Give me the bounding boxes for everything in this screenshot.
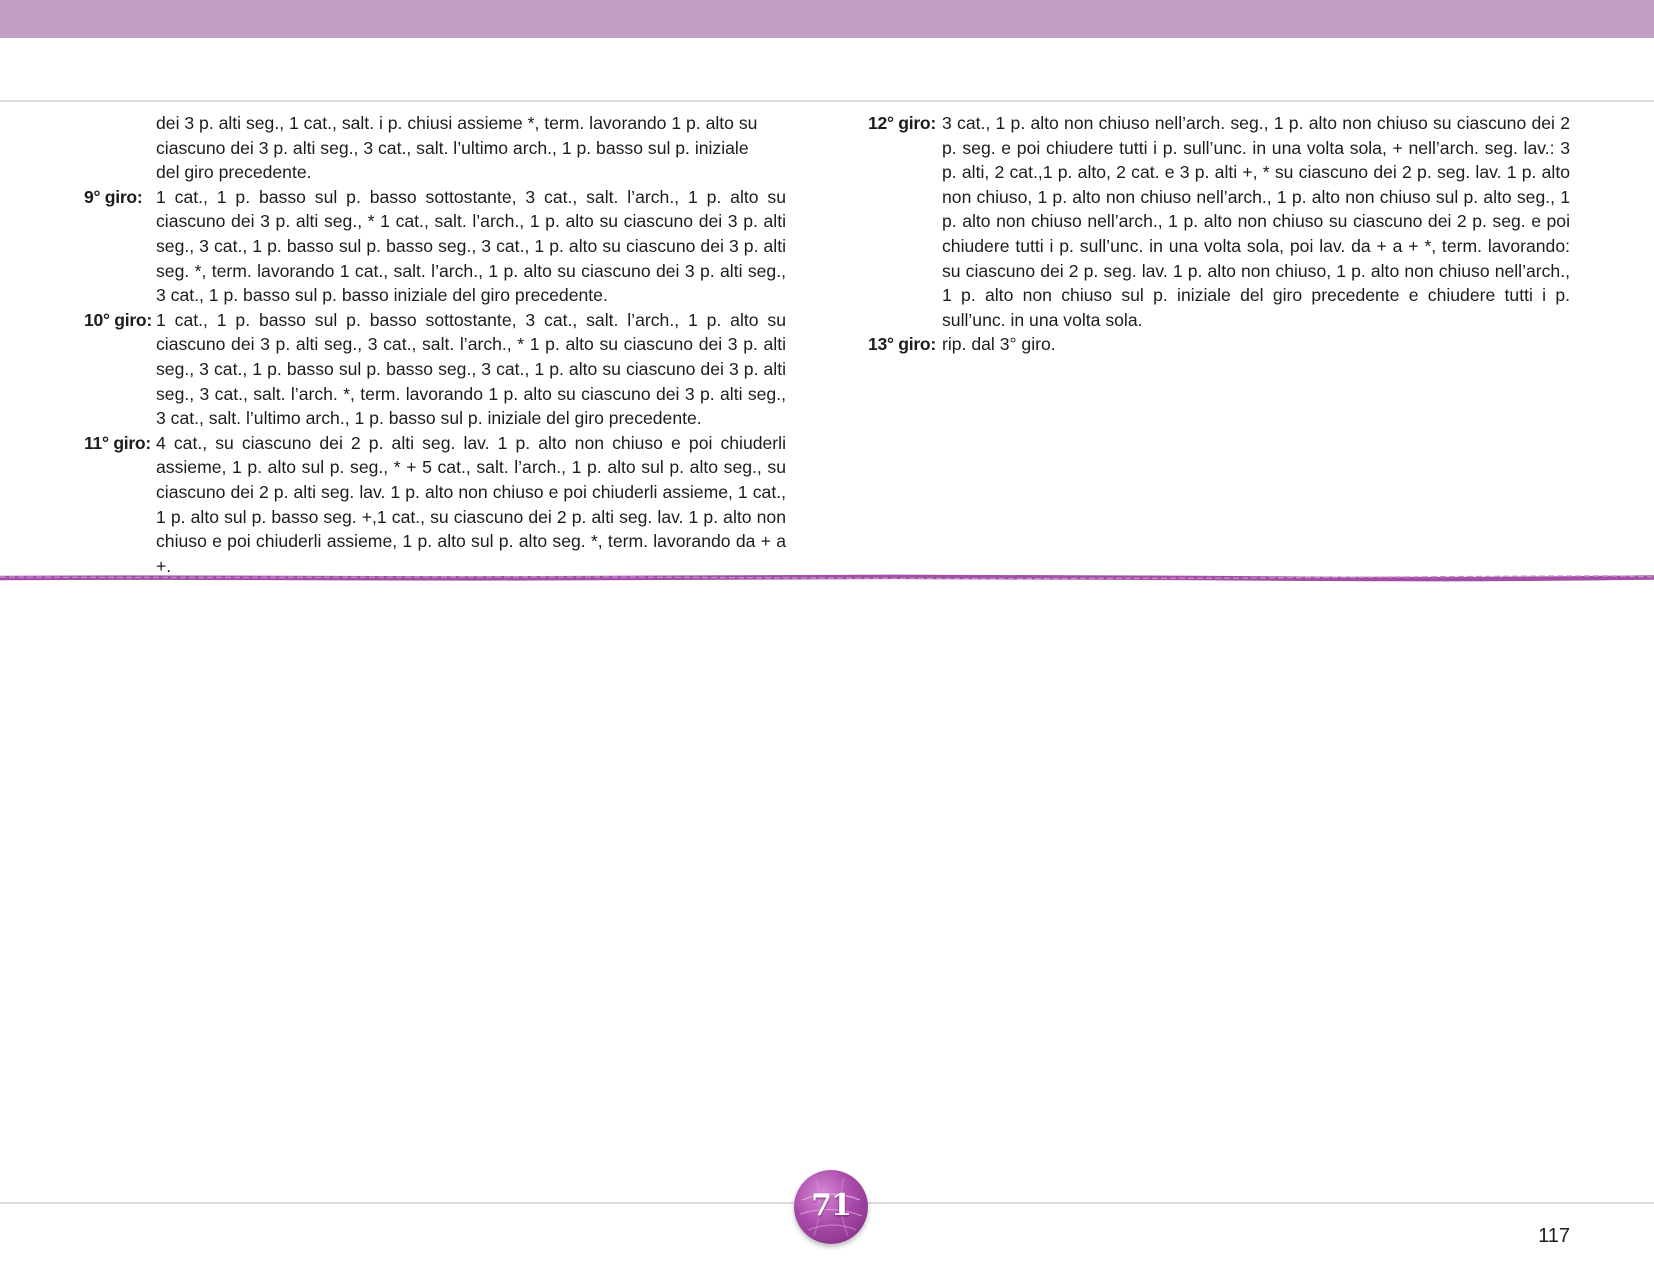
header-rule <box>0 100 1654 102</box>
continued-text <box>84 111 786 185</box>
continued-line: dei 3 p. alti seg., 1 cat., salt. i p. chiusi assieme *, term. lavorando 1 p. alto su <box>156 113 758 133</box>
round-instructions: 3 cat., 1 p. alto non chiuso nell’arch. seg., 1 p. alto non chiuso su ciascuno dei 2 p. seg. e poi chiudere tutti i p. sull’unc. in una volta sola, + nell’arch. seg. lav.: 3 p. alti, 2 cat.,1 p. alto, 2 cat. e 3 p. alti +, * su ciascuno dei 2 p. seg. lav. 1 p. alto non chiuso, 1 p. alto non chiuso nell’arch., 1 p. alto non chiuso sul p. alto seg., 1 p. alto non chiuso nell’arch., 1 p. alto non chiuso su ciascuno dei 2 p. seg. e poi chiudere tutti i p. sull’unc. in una volta sola, poi lav. da + a + *, term. lavorando: su ciascuno dei 2 p. seg. lav. 1 p. alto non chiuso, 1 p. alto non chiuso nell’arch., 1 p. alto non chiuso sul p. iniziale del giro precedente e chiudere tutti i p. sull’unc. in una volta sola. <box>942 113 1570 330</box>
round-instructions: 1 cat., 1 p. basso sul p. basso sottostante, 3 cat., salt. l’arch., 1 p. alto su ciascuno dei 3 p. alti seg., 3 cat., salt. l’arch., * 1 p. alto su ciascuno dei 3 p. alti seg., 3 cat., 1 p. basso sul p. basso seg., 3 cat., 1 p. alto su ciascuno dei 3 p. alti seg., 3 cat., salt. l’arch. *, term. lavorando 1 p. alto su ciascuno dei 3 p. alti seg., 3 cat., salt. l’ultimo arch., 1 p. basso sul p. iniziale del giro precedente. <box>156 309 786 429</box>
round-label: 10° giro: <box>84 309 152 330</box>
header-band <box>0 0 1654 38</box>
right-column <box>868 111 1570 357</box>
round-label: 13° giro: <box>868 334 936 355</box>
yarn-strand-divider <box>0 574 1654 582</box>
round-label: 9° giro: <box>84 186 143 207</box>
round-9 <box>84 185 786 308</box>
round-label: 12° giro: <box>868 113 936 133</box>
round-instructions: 4 cat., su ciascuno dei 2 p. alti seg. lav. 1 p. alto non chiuso e poi chiuderli assieme, 1 p. alto sul p. seg., * + 5 cat., salt. l’arch., 1 p. alto sul p. alto seg., su ciascuno dei 2 p. alti seg. lav. 1 p. alto non chiuso e poi chiuderli assieme, 1 cat., 1 p. alto sul p. basso seg. +,1 cat., su ciascuno dei 2 p. alti seg. lav. 1 p. alto non chiuso e poi chiuderli assieme, 1 p. alto sul p. alto seg. *, term. lavorando da + a +. <box>156 432 786 576</box>
round-instructions: 1 cat., 1 p. basso sul p. basso sottostante, 3 cat., salt. l’arch., 1 p. alto su ciascuno dei 3 p. alti seg., * 1 cat., salt. l’arch., 1 p. alto su ciascuno dei 3 p. alti seg., 3 cat., 1 p. basso sul p. basso seg., 3 cat., 1 p. alto su ciascuno dei 3 p. alti seg. *, term. lavorando 1 cat., salt. l’arch., 1 p. alto su ciascuno dei 3 p. alti seg., 3 cat., 1 p. basso sul p. basso iniziale del giro precedente. <box>156 186 786 306</box>
continued-line: ciascuno dei 3 p. alti seg., 3 cat., salt. l’ultimo arch., 1 p. basso sul p. iniziale <box>156 137 749 158</box>
left-column <box>84 111 786 578</box>
round-instructions: rip. dal 3° giro. <box>942 334 1056 355</box>
round-12 <box>868 111 1570 332</box>
continued-line: del giro precedente. <box>156 162 312 183</box>
round-13 <box>868 332 1570 357</box>
page-number: 117 <box>1538 1225 1570 1247</box>
round-10 <box>84 308 786 431</box>
pattern-badge <box>794 1170 868 1244</box>
pattern-number: 71 <box>811 1188 851 1223</box>
round-11 <box>84 431 786 579</box>
round-label: 11° giro: <box>84 432 151 453</box>
